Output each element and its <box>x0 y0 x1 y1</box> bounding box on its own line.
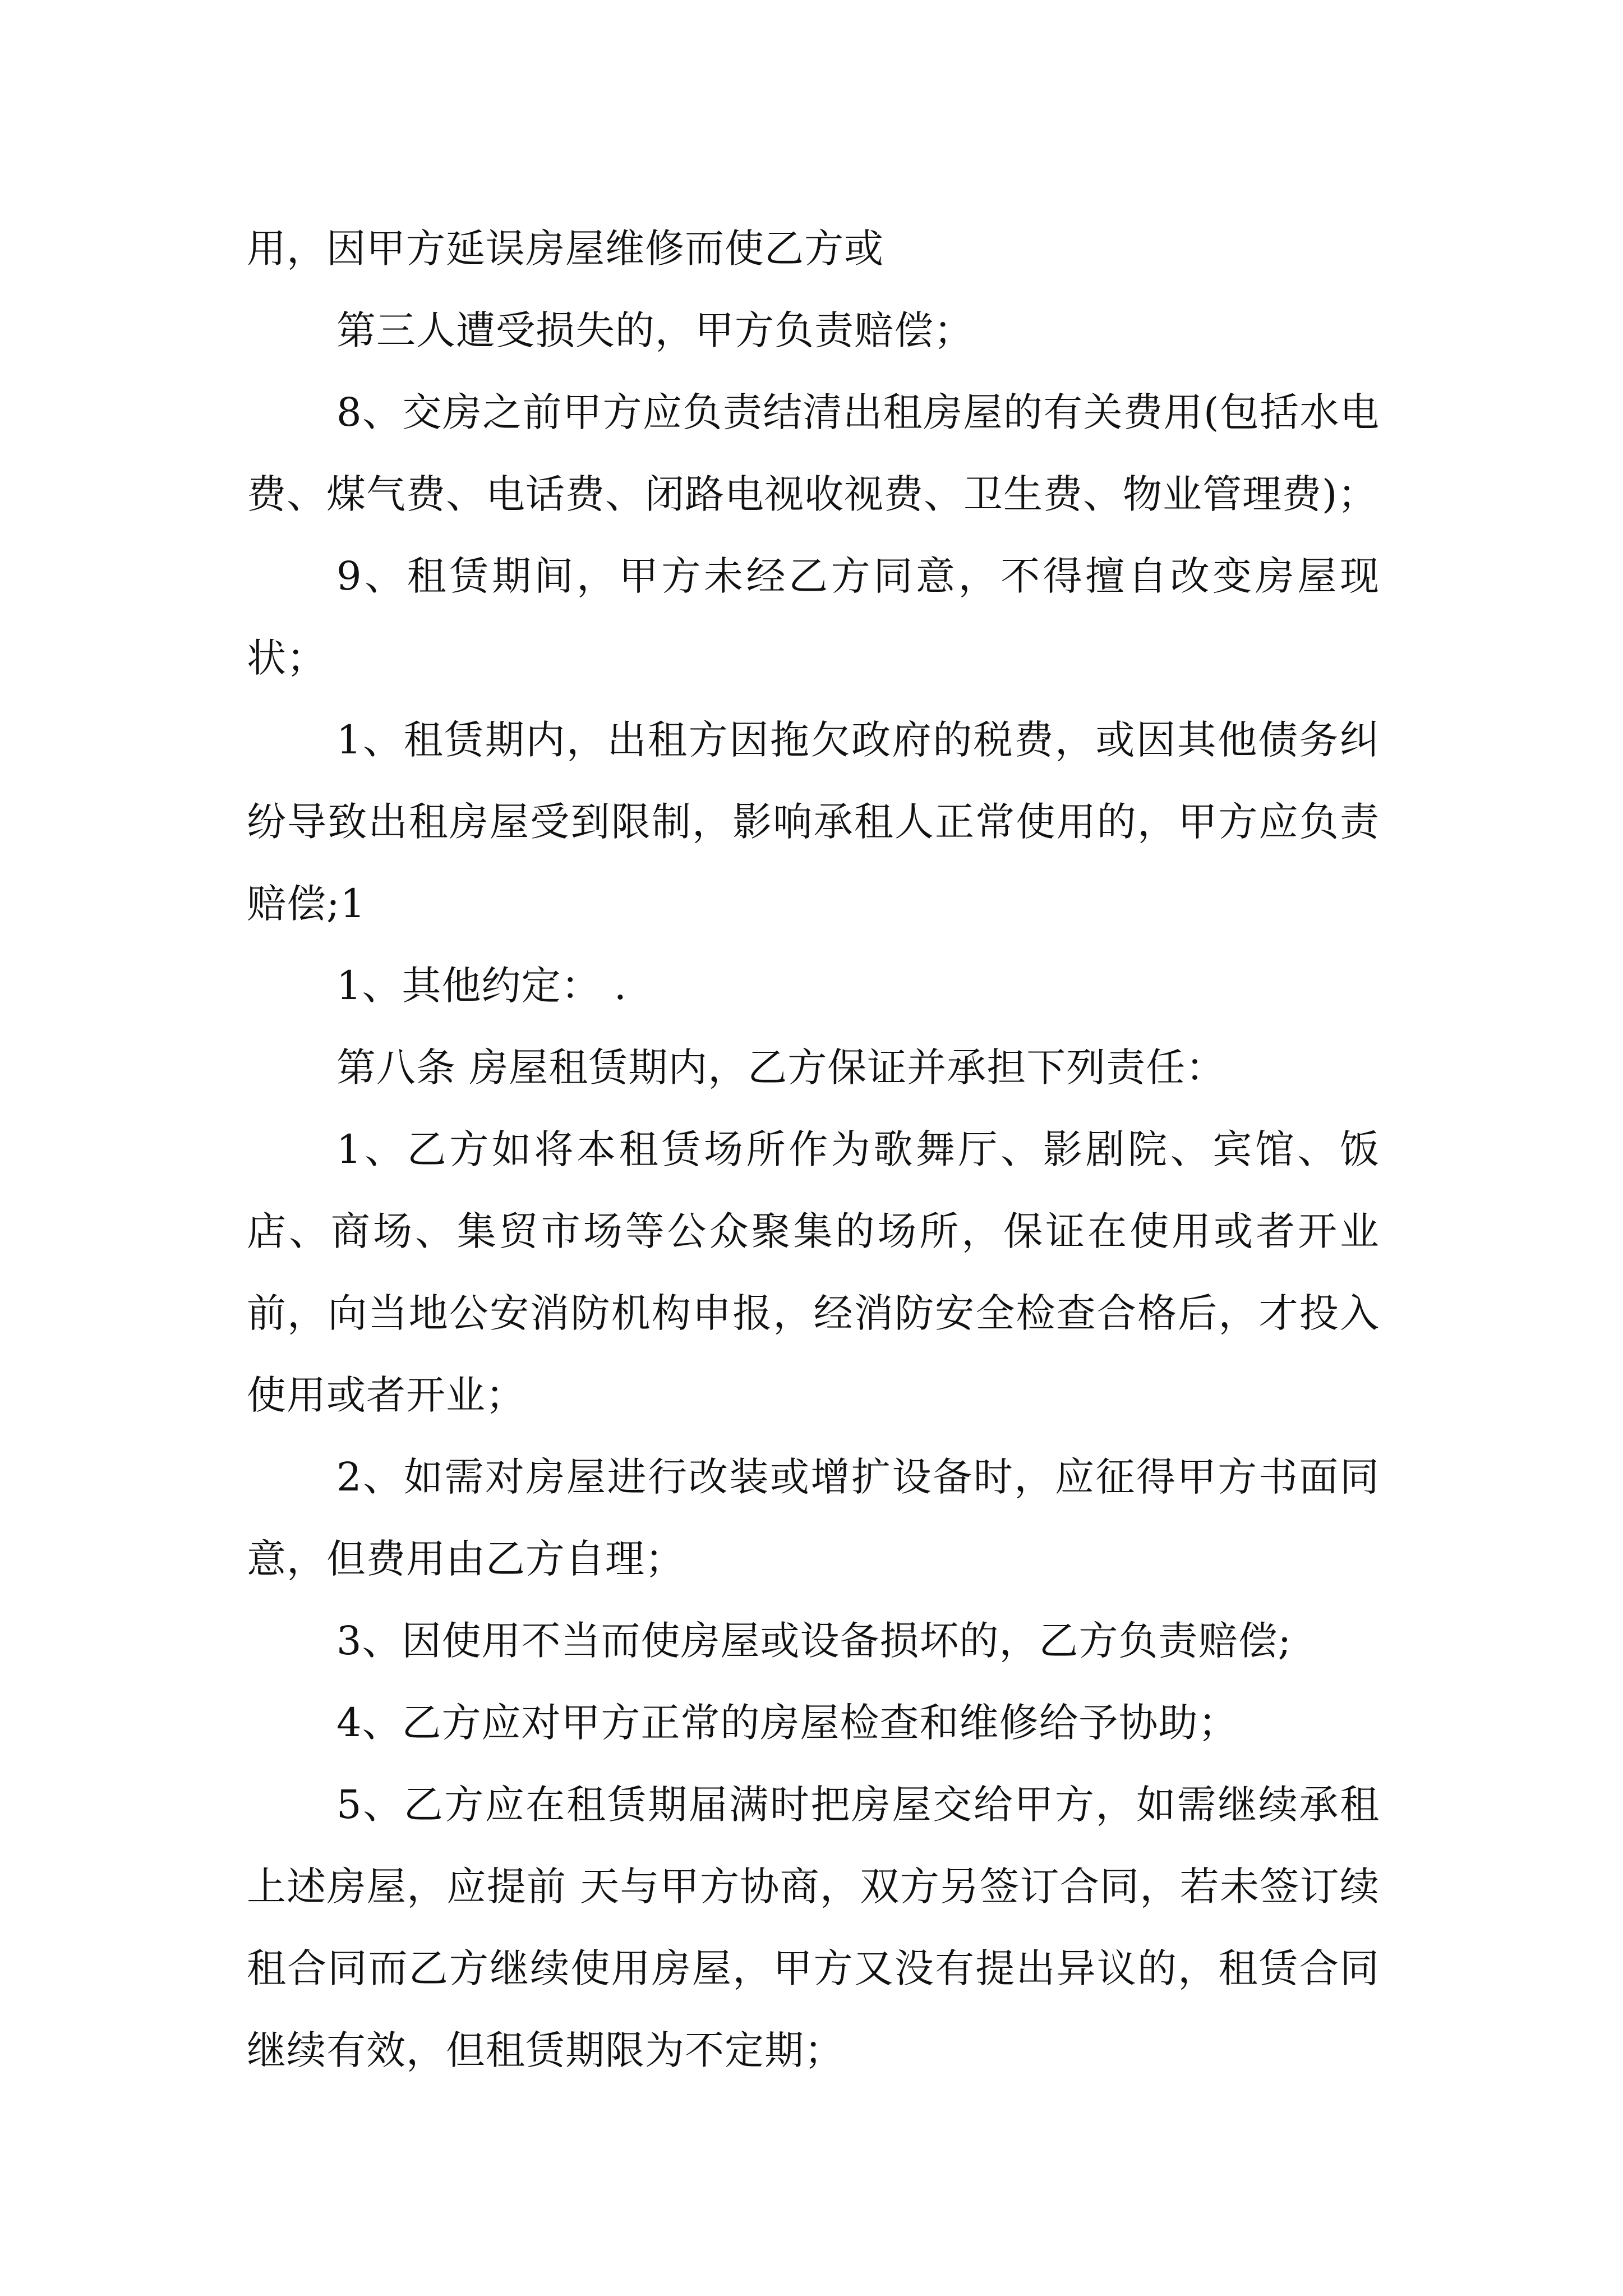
paragraph-item-1-fire-safety: 1、乙方如将本租赁场所作为歌舞厅、影剧院、宾馆、饭店、商场、集贸市场等公众聚集的场所，保证在使用或者开业前，向当地公安消防机构申报，经消防安全检查合格后，才投入使用或者开业； <box>247 1126 1380 1418</box>
paragraph-item-8-fees: 8、交房之前甲方应负责结清出租房屋的有关费用(包括水电费、煤气费、电话费、闭路电视收视费、卫生费、物业管理费)； <box>247 389 1380 517</box>
paragraph-item-1-tax-debt: 1、租赁期内，出租方因拖欠政府的税费，或因其他债务纠纷导致出租房屋受到限制，影响承租人正常使用的，甲方应负责赔偿;1 <box>247 717 1380 927</box>
paragraph-third-party-loss: 第三人遭受损失的，甲方负责赔偿； <box>336 307 974 353</box>
paragraph-other-agreements: 1、其他约定： . <box>336 963 628 1009</box>
article-8-heading: 第八条 房屋租赁期内，乙方保证并承担下列责任： <box>336 1045 1226 1091</box>
paragraph-continued-clause: 用，因甲方延误房屋维修而使乙方或 <box>247 226 884 272</box>
paragraph-item-9-status: 9、租赁期间，甲方未经乙方同意，不得擅自改变房屋现状； <box>247 553 1380 681</box>
document-body <box>247 208 1380 2091</box>
paragraph-item-4-inspection: 4、乙方应对甲方正常的房屋检查和维修给予协助； <box>336 1700 1238 1746</box>
paragraph-item-2-modification: 2、如需对房屋进行改装或增扩设备时，应征得甲方书面同意，但费用由乙方自理； <box>247 1454 1380 1582</box>
paragraph-item-3-damage: 3、因使用不当而使房屋或设备损坏的，乙方负责赔偿; <box>336 1618 1292 1664</box>
paragraph-item-5-renewal: 5、乙方应在租赁期届满时把房屋交给甲方，如需继续承租上述房屋，应提前 天与甲方协商，双方另签订合同，若未签订续租合同而乙方继续使用房屋，甲方又没有提出异议的，租赁合同继续有效，但租赁期限为不定期； <box>247 1782 1380 2073</box>
